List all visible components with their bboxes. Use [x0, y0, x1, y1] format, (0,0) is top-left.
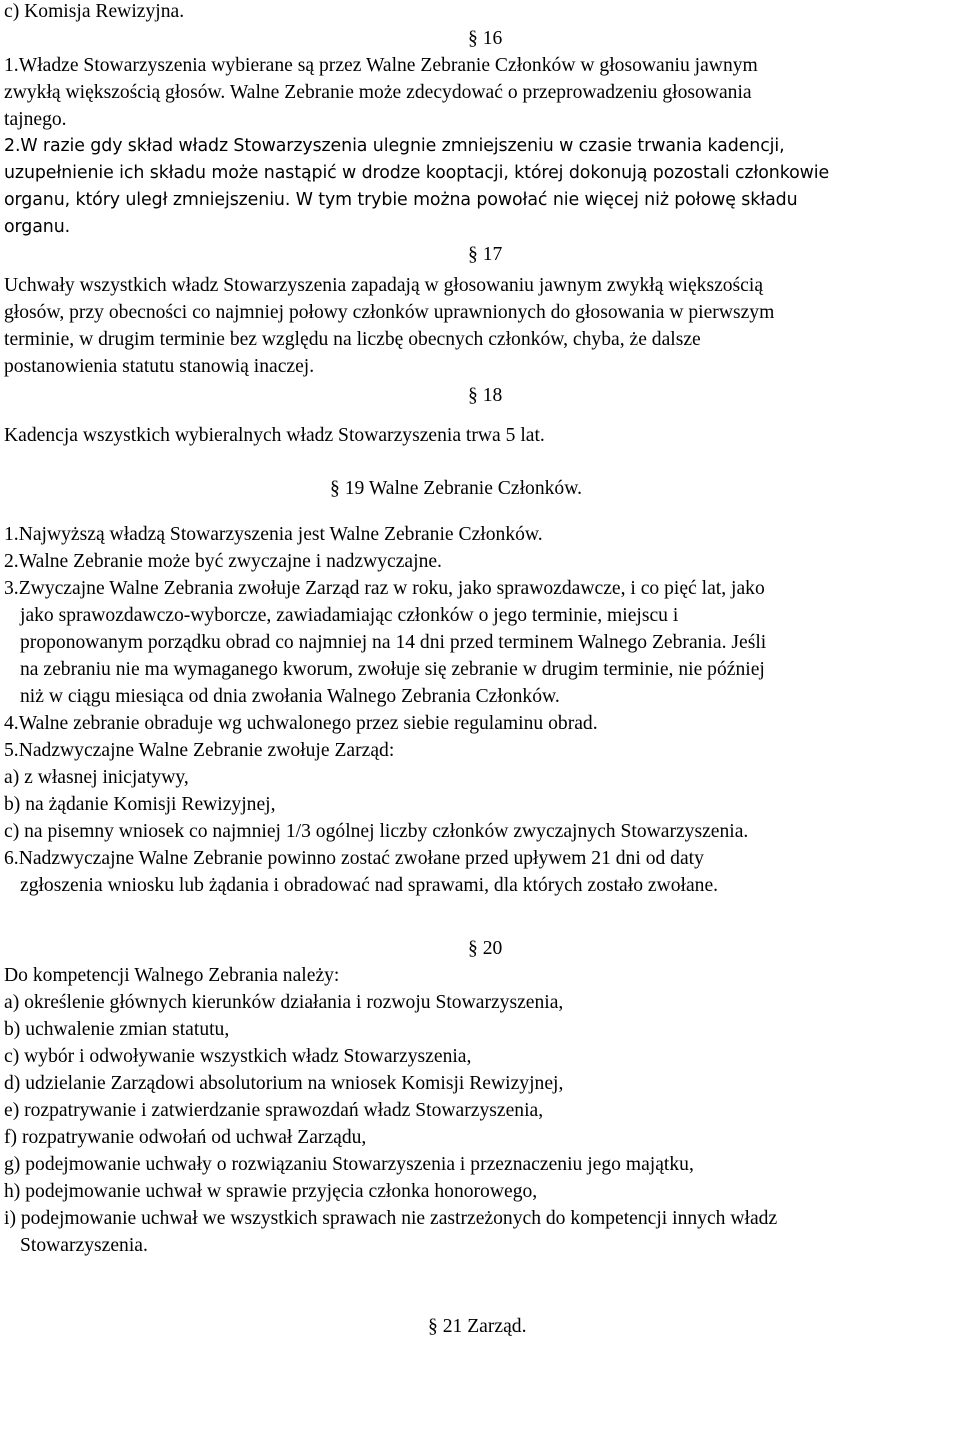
s19-item-3-line-4: na zebraniu nie ma wymaganego kworum, zwołuje się zebranie w drugim terminie, nie później [20, 659, 765, 680]
s16-p2-line-4: organu. [4, 217, 71, 237]
section-16-heading: § 16 [468, 28, 503, 49]
s16-p1-line-3: tajnego. [4, 109, 67, 130]
s19-item-5a: a) z własnej inicjatywy, [4, 767, 189, 788]
s20-item-h: h) podejmowanie uchwał w sprawie przyjęcia członka honorowego, [4, 1181, 538, 1202]
section-17-heading: § 17 [468, 244, 503, 265]
s17-line-3: terminie, w drugim terminie bez względu na liczbę obecnych członków, chyba, że dalsze [4, 329, 701, 350]
s20-item-a: a) określenie głównych kierunków działania i rozwoju Stowarzyszenia, [4, 992, 564, 1013]
s17-line-2: głosów, przy obecności co najmniej połowy członków uprawnionych do głosowania w pierwszym [4, 302, 775, 323]
s19-item-4: 4.Walne zebranie obraduje wg uchwalonego przez siebie regulaminu obrad. [4, 713, 598, 734]
s19-item-3-line-1: 3.Zwyczajne Walne Zebrania zwołuje Zarząd raz w roku, jako sprawozdawcze, i co pięć lat, jako [4, 578, 765, 599]
section-16-heading-row [4, 25, 956, 52]
s19-item-2: 2.Walne Zebranie może być zwyczajne i nadzwyczajne. [4, 551, 442, 572]
s20-item-d: d) udzielanie Zarządowi absolutorium na wniosek Komisji Rewizyjnej, [4, 1073, 564, 1094]
section-21-heading-row [4, 1313, 956, 1340]
s20-intro: Do kompetencji Walnego Zebrania należy: [4, 965, 340, 986]
s20-item-i-line-1: i) podejmowanie uchwał we wszystkich sprawach nie zastrzeżonych do kompetencji innych władz [4, 1208, 778, 1229]
s17-line-1: Uchwały wszystkich władz Stowarzyszenia zapadają w głosowaniu jawnym zwykłą większością [4, 275, 764, 296]
section-17-heading-row [4, 241, 956, 268]
s20-item-f: f) rozpatrywanie odwołań od uchwał Zarządu, [4, 1127, 367, 1148]
s20-item-e: e) rozpatrywanie i zatwierdzanie sprawozdań władz Stowarzyszenia, [4, 1100, 544, 1121]
document-page [4, 0, 956, 1340]
section-19-heading-row [4, 475, 956, 505]
section-18-heading-row [4, 380, 956, 410]
s19-item-3-line-2: jako sprawozdawczo-wyborcze, zawiadamiając członków o jego terminie, miejscu i [20, 605, 679, 626]
s19-item-5c: c) na pisemny wniosek co najmniej 1/3 ogólnej liczby członków zwyczajnych Stowarzyszenia. [4, 821, 749, 842]
section-20-heading-row [4, 935, 956, 965]
s16-p1-line-1: 1.Władze Stowarzyszenia wybierane są przez Walne Zebranie Członków w głosowaniu jawnym [4, 55, 758, 76]
s19-item-1: 1.Najwyższą władzą Stowarzyszenia jest Walne Zebranie Członków. [4, 524, 543, 545]
s16-p1-line-2: zwykłą większością głosów. Walne Zebranie może zdecydować o przeprowadzeniu głosowania [4, 82, 752, 103]
s19-item-3-line-5: niż w ciągu miesiąca od dnia zwołania Walnego Zebrania Członków. [20, 686, 560, 707]
section-19-heading: § 19 Walne Zebranie Członków. [330, 478, 582, 499]
section-18-heading: § 18 [468, 385, 503, 406]
s20-item-b: b) uchwalenie zmian statutu, [4, 1019, 230, 1040]
s16-p2-line-1: 2.W razie gdy skład władz Stowarzyszenia ulegnie zmniejszeniu w czasie trwania kadencji, [4, 136, 785, 156]
s19-item-5: 5.Nadzwyczajne Walne Zebranie zwołuje Zarząd: [4, 740, 395, 761]
s17-line-4: postanowienia statutu stanowią inaczej. [4, 356, 315, 377]
section-21-heading: § 21 Zarząd. [428, 1316, 527, 1337]
s19-item-6-line-1: 6.Nadzwyczajne Walne Zebranie powinno zostać zwołane przed upływem 21 dni od daty [4, 848, 704, 869]
s16-p2-line-2: uzupełnienie ich składu może nastąpić w drodze kooptacji, której dokonują pozostali członkowie [4, 163, 830, 183]
s20-item-g: g) podejmowanie uchwały o rozwiązaniu Stowarzyszenia i przeznaczeniu jego majątku, [4, 1154, 694, 1175]
s19-item-6-line-2: zgłoszenia wniosku lub żądania i obradować nad sprawami, dla których zostało zwołane. [20, 875, 719, 896]
s19-item-5b: b) na żądanie Komisji Rewizyjnej, [4, 794, 276, 815]
s19-item-3-line-3: proponowanym porządku obrad co najmniej na 14 dni przed terminem Walnego Zebrania. Jeśli [20, 632, 767, 653]
s20-item-i-line-2: Stowarzyszenia. [20, 1235, 148, 1256]
section-20-heading: § 20 [468, 938, 503, 959]
s16-p2-line-3: organu, który uległ zmniejszeniu. W tym trybie można powołać nie więcej niż połowę składu [4, 190, 798, 210]
s20-item-c: c) wybór i odwoływanie wszystkich władz Stowarzyszenia, [4, 1046, 472, 1067]
s18-line-1: Kadencja wszystkich wybieralnych władz Stowarzyszenia trwa 5 lat. [4, 425, 545, 446]
opening-line: c) Komisja Rewizyjna. [4, 1, 185, 22]
